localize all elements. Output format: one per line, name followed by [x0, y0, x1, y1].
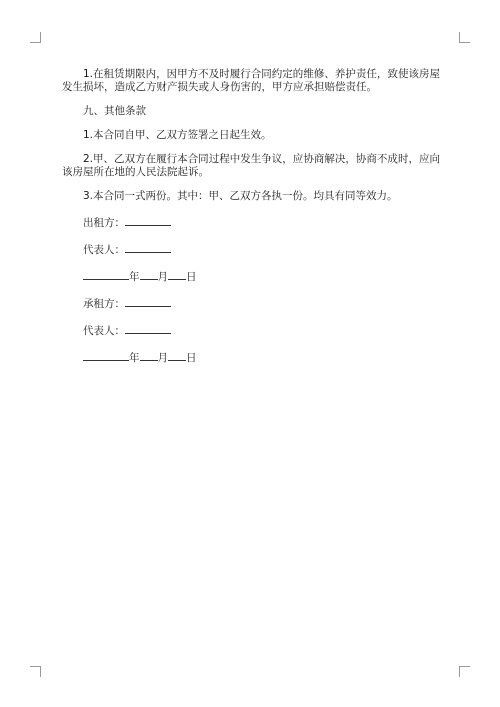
- lessee-blank: [125, 295, 171, 307]
- clause-dispute: 2.甲、乙双方在履行本合同过程中发生争议，应协商解决，协商不成时，应向该房屋所在地的人民法院起诉。: [62, 153, 440, 178]
- lessee-representative-blank: [125, 322, 171, 334]
- clause-copies: 3.本合同一式两份。其中：甲、乙双方各执一份。均具有同等效力。: [83, 190, 398, 202]
- month-label: 月: [157, 352, 168, 364]
- lessor-day-blank: [168, 268, 186, 280]
- clause-repair-liability: 1.在租赁期限内，因甲方不及时履行合同约定的维修、养护责任，致使该房屋发生损坏，造成乙方财产损失或人身伤害的，甲方应承担赔偿责任。: [62, 68, 440, 93]
- section-heading-other-terms: 九、其他条款: [83, 105, 146, 117]
- document-body: [62, 68, 440, 365]
- lessor-label: 出租方：: [83, 217, 125, 229]
- day-label: 日: [186, 271, 197, 283]
- year-label: 年: [129, 271, 140, 283]
- lessee-representative-label: 代表人：: [83, 325, 125, 337]
- lessor-blank: [125, 214, 171, 226]
- day-label: 日: [186, 352, 197, 364]
- lessor-year-blank: [83, 268, 129, 280]
- lessee-signature-line: [62, 295, 440, 311]
- crop-mark-top-right: [459, 32, 470, 43]
- crop-mark-bottom-right: [459, 666, 470, 677]
- lessor-representative-line: [62, 241, 440, 257]
- lessee-day-blank: [168, 349, 186, 361]
- lessor-signature-line: [62, 214, 440, 230]
- lessor-representative-blank: [125, 241, 171, 253]
- year-label: 年: [129, 352, 140, 364]
- lessee-month-blank: [140, 349, 158, 361]
- month-label: 月: [157, 271, 168, 283]
- crop-mark-bottom-left: [30, 666, 41, 677]
- crop-mark-top-left: [30, 32, 41, 43]
- clause-effective: 1.本合同自甲、乙双方签署之日起生效。: [83, 129, 272, 141]
- lessee-label: 承租方：: [83, 298, 125, 310]
- lessor-month-blank: [140, 268, 158, 280]
- lessor-date-line: [62, 268, 440, 284]
- lessor-representative-label: 代表人：: [83, 244, 125, 256]
- lessee-date-line: [62, 349, 440, 365]
- lessee-year-blank: [83, 349, 129, 361]
- lessee-representative-line: [62, 322, 440, 338]
